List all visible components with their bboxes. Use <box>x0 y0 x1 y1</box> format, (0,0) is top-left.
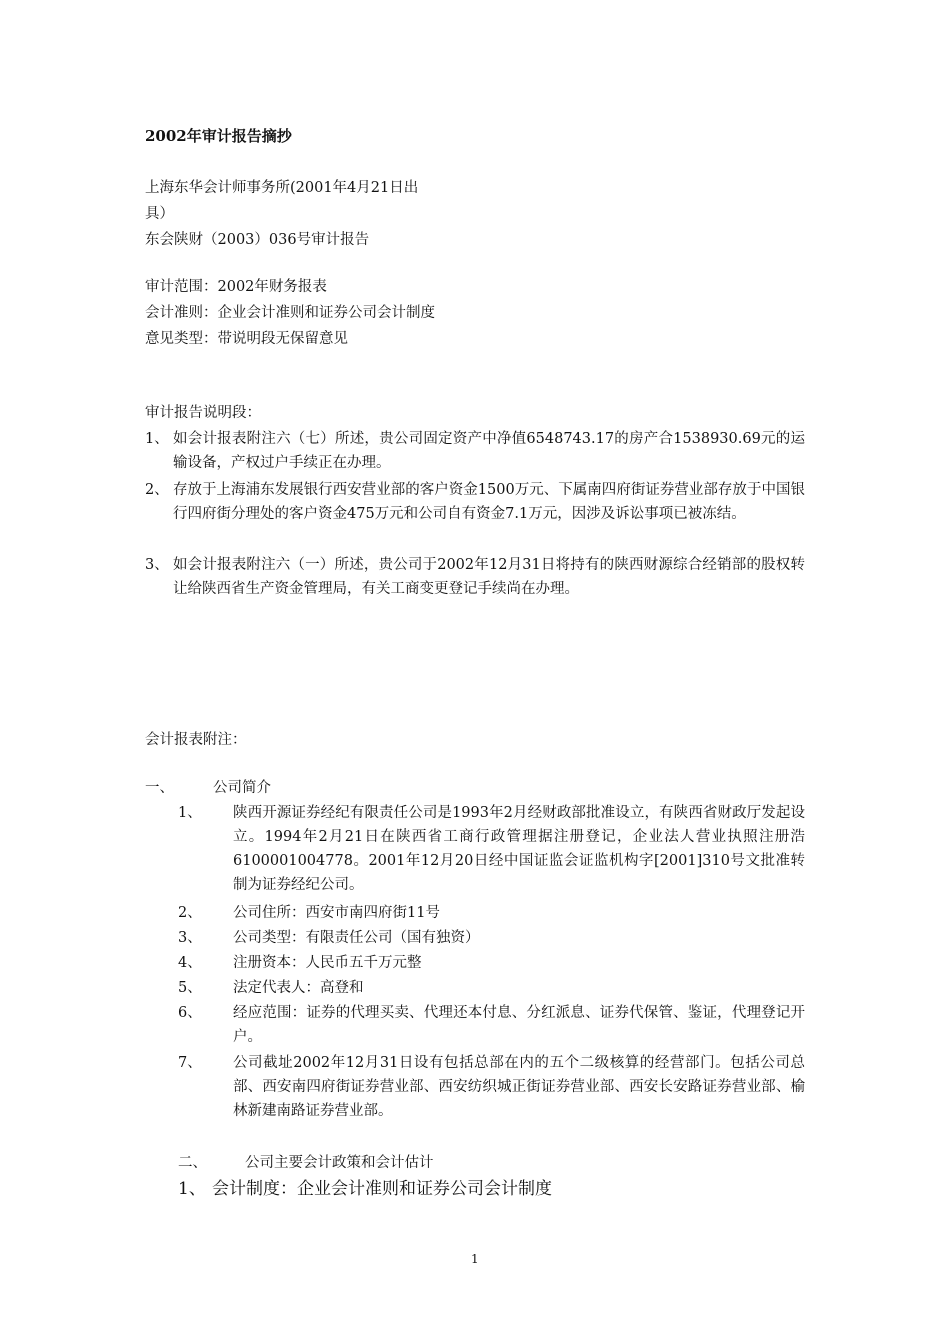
opinion-type: 意见类型：带说明段无保留意见 <box>145 331 348 347</box>
note-item-number: 5、 <box>178 980 202 996</box>
document-title: 2002年审计报告摘抄 <box>145 127 292 145</box>
accounting-standard: 会计准则：企业会计准则和证券公司会计制度 <box>145 305 435 321</box>
explanatory-item-text: 如会计报表附注六（一）所述，贵公司于2002年12月31日将持有的陕西财源综合经销部的股权转让给陕西省生产资金管理局，有关工商变更登记手续尚在办理。 <box>173 557 805 597</box>
note-item-text: 公司截址2002年12月31日设有包括总部在内的五个二级核算的经营部门。包括公司总部、西安南四府街证券营业部、西安纺织城正街证券营业部、西安长安路证券营业部、榆林新建南路证券营业部。 <box>233 1055 805 1119</box>
note-item-text: 公司类型：有限责任公司（国有独资） <box>233 930 480 946</box>
auditor-line-1: 上海东华会计师事务所(2001年4月21日出 <box>145 180 419 196</box>
section-1-title: 公司简介 <box>213 780 271 796</box>
note-item-text: 陕西开源证券经纪有限责任公司是1993年2月经财政部批准设立，有陕西省财政厅发起设立。1994年2月21日在陕西省工商行政管理据注册登记，企业法人营业执照注册浩6100001004778。2001年12月20日经中国证监会证监机构字[2001]310号文批准转制为证券经纪公司。 <box>233 805 805 893</box>
note-item-number: 3、 <box>178 930 202 946</box>
note-item-text: 法定代表人：高登和 <box>233 980 364 996</box>
note-item-text: 注册资本：人民币五千万元整 <box>233 955 422 971</box>
page-number: 1 <box>471 1252 479 1266</box>
explanatory-item-number: 2、 <box>145 482 169 498</box>
sub-item-number: 1、 <box>178 1179 206 1199</box>
note-item-text: 经应范围：证券的代理买卖、代理还本付息、分红派息、证券代保管、鉴证，代理登记开户。 <box>233 1005 805 1045</box>
section-1-number: 一、 <box>145 780 174 796</box>
note-item-number: 4、 <box>178 955 202 971</box>
explanatory-item-number: 3、 <box>145 557 169 573</box>
note-item-number: 7、 <box>178 1055 202 1071</box>
sub-item-text: 会计制度：企业会计准则和证券公司会计制度 <box>212 1179 552 1199</box>
explanatory-item-number: 1、 <box>145 431 169 447</box>
note-item-text: 公司住所：西安市南四府街11号 <box>233 905 440 921</box>
section-2-title: 公司主要会计政策和会计估计 <box>245 1155 434 1171</box>
explanatory-item-text: 如会计报表附注六（七）所述，贵公司固定资产中净值6548743.17的房产合1538930.69元的运输设备，产权过户手续正在办理。 <box>173 431 805 471</box>
note-item-number: 1、 <box>178 805 202 821</box>
explanatory-heading: 审计报告说明段： <box>145 405 261 421</box>
notes-heading: 会计报表附注： <box>145 732 247 748</box>
section-2-number: 二、 <box>178 1155 207 1171</box>
audit-scope: 审计范围：2002年财务报表 <box>145 279 327 295</box>
note-item-number: 2、 <box>178 905 202 921</box>
note-item-number: 6、 <box>178 1005 202 1021</box>
report-number: 东会陕财（2003）036号审计报告 <box>145 232 370 248</box>
explanatory-item-text: 存放于上海浦东发展银行西安营业部的客户资金1500万元、下属南四府街证券营业部存放于中国银行四府街分理处的客户资金475万元和公司自有资金7.1万元，因涉及诉讼事项已被冻结。 <box>173 482 805 522</box>
auditor-line-2: 具） <box>145 206 174 222</box>
